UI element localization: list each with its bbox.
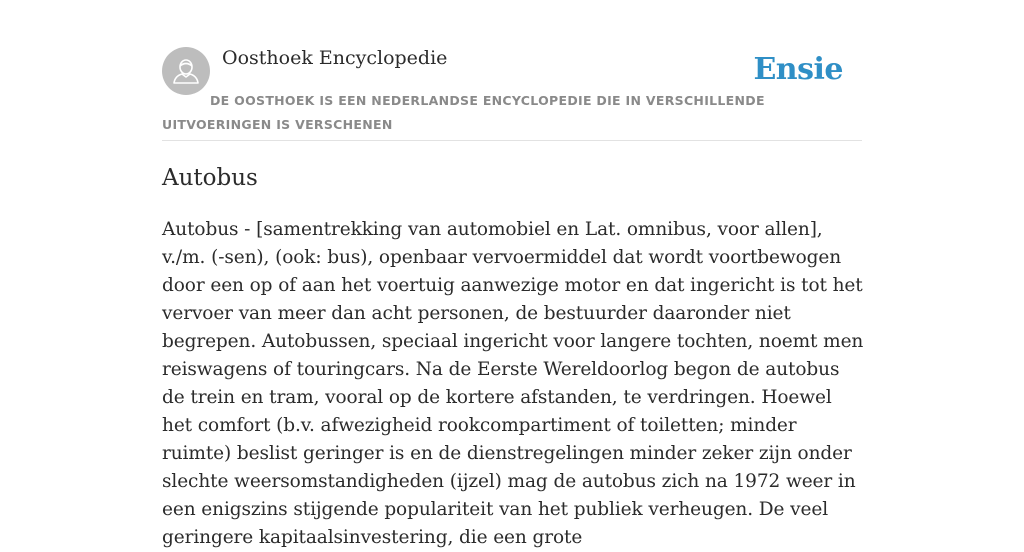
source-header bbox=[162, 46, 862, 141]
article-body: Autobus - [samentrekking van automobiel en Lat. omnibus, voor allen], v./m. (-sen), (ook: bus), openbaar vervoermiddel dat wordt voortbewogen door een op of aan het voertuig aanwezige motor en dat ingericht is tot het vervoer van meer dan acht personen, de bestuurder daaronder niet begrepen. Autobussen, speciaal ingericht voor langere tochten, noemt men reiswagens of touringcars. Na de Eerste Wereldoorlog begon de autobus de trein en tram, vooral op de kortere afstanden, te verdringen. Hoewel het comfort (b.v. afwezigheid rookcompartiment of toiletten; minder ruimte) beslist geringer is en de dienstregelingen minder zeker zijn onder slechte weersomstandigheden (ijzel) mag de autobus zich na 1972 weer in een enigszins stijgende populariteit van het publiek verheugen. De veel geringere kapitaalsinvestering, die een grote bbox=[162, 219, 864, 548]
source-name-link[interactable]: Oosthoek Encyclopedie bbox=[222, 47, 448, 69]
source-description: DE OOSTHOEK IS EEN NEDERLANDSE ENCYCLOPEDIE DIE IN VERSCHILLENDE UITVOERINGEN IS VERSCHENEN bbox=[162, 93, 765, 132]
user-placeholder-icon bbox=[162, 47, 210, 95]
article-title: Autobus bbox=[162, 165, 258, 191]
brand-logo-link[interactable]: Ensie bbox=[753, 52, 843, 87]
